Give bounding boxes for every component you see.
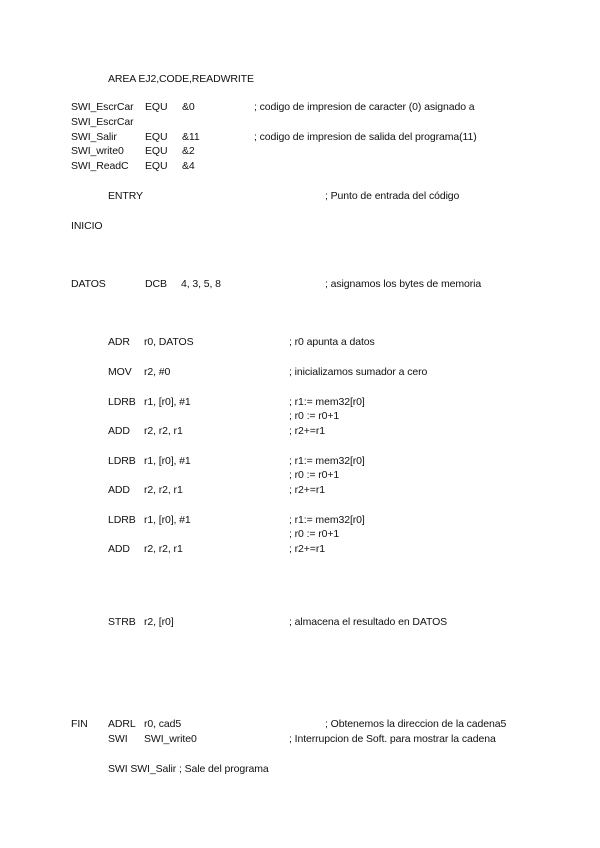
area-directive: AREA EJ2,CODE,READWRITE xyxy=(108,73,254,85)
adrl-op: ADRL xyxy=(108,718,136,730)
equ-label-write0: SWI_write0 xyxy=(71,145,124,157)
mov-op: MOV xyxy=(108,366,132,378)
inicio-label: INICIO xyxy=(71,220,103,232)
add-comment: ; r2+=r1 xyxy=(289,484,325,496)
equ-op: EQU xyxy=(145,145,168,157)
add-args: r2, r2, r1 xyxy=(144,543,183,555)
entry-comment: ; Punto de entrada del código xyxy=(325,190,460,202)
equ-op: EQU xyxy=(145,131,168,143)
ldrb-comment: ; r1:= mem32[r0] xyxy=(289,514,365,526)
equ-op: EQU xyxy=(145,160,168,172)
equ-comment: ; codigo de impresion de salida del programa(11) xyxy=(254,131,477,143)
strb-op: STRB xyxy=(108,616,136,628)
equ-op: EQU xyxy=(145,101,168,113)
strb-args: r2, [r0] xyxy=(144,616,174,628)
add-args: r2, r2, r1 xyxy=(144,484,183,496)
add-op: ADD xyxy=(108,543,130,555)
ldrb-args: r1, [r0], #1 xyxy=(144,455,191,467)
dcb-args: 4, 3, 5, 8 xyxy=(181,278,221,290)
dcb-op: DCB xyxy=(145,278,167,290)
equ-value: &4 xyxy=(182,160,195,172)
mov-args: r2, #0 xyxy=(144,366,171,378)
add-args: r2, r2, r1 xyxy=(144,425,183,437)
ldrb-op: LDRB xyxy=(108,514,136,526)
swi-args: SWI_write0 xyxy=(144,733,197,745)
ldrb-comment: ; r1:= mem32[r0] xyxy=(289,396,365,408)
ldrb-op: LDRB xyxy=(108,396,136,408)
equ-value: &0 xyxy=(182,101,195,113)
ldrb-comment: ; r1:= mem32[r0] xyxy=(289,455,365,467)
add-op: ADD xyxy=(108,425,130,437)
equ-value: &11 xyxy=(182,131,200,143)
strb-comment: ; almacena el resultado en DATOS xyxy=(289,616,448,628)
ldrb-args: r1, [r0], #1 xyxy=(144,396,191,408)
equ-label-salir: SWI_Salir xyxy=(71,131,117,143)
adrl-args: r0, cad5 xyxy=(144,718,182,730)
add-comment: ; r2+=r1 xyxy=(289,425,325,437)
swi-exit-line: SWI SWI_Salir ; Sale del programa xyxy=(108,763,269,775)
equ-label-escrcar: SWI_EscrCar xyxy=(71,101,134,113)
adr-op: ADR xyxy=(108,336,130,348)
add-op: ADD xyxy=(108,484,130,496)
equ-label-readc: SWI_ReadC xyxy=(71,160,129,172)
add-comment: ; r2+=r1 xyxy=(289,543,325,555)
adrl-comment: ; Obtenemos la direccion de la cadena5 xyxy=(325,718,507,730)
swi-op: SWI xyxy=(108,733,128,745)
swi-comment: ; Interrupcion de Soft. para mostrar la cadena xyxy=(289,733,496,745)
datos-label: DATOS xyxy=(71,278,106,290)
dcb-comment: ; asignamos los bytes de memoria xyxy=(325,278,482,290)
increment-comment: ; r0 := r0+1 xyxy=(289,469,340,481)
equ-value: &2 xyxy=(182,145,195,157)
mov-comment: ; inicializamos sumador a cero xyxy=(289,366,428,378)
equ-comment: ; codigo de impresion de caracter (0) asignado a xyxy=(254,101,475,113)
adr-comment: ; r0 apunta a datos xyxy=(289,336,375,348)
adr-args: r0, DATOS xyxy=(144,336,194,348)
equ-comment-continuation: SWI_EscrCar xyxy=(71,116,134,128)
entry-directive: ENTRY xyxy=(108,190,143,202)
increment-comment: ; r0 := r0+1 xyxy=(289,528,340,540)
fin-label: FIN xyxy=(71,718,88,730)
ldrb-args: r1, [r0], #1 xyxy=(144,514,191,526)
ldrb-op: LDRB xyxy=(108,455,136,467)
increment-comment: ; r0 := r0+1 xyxy=(289,410,340,422)
